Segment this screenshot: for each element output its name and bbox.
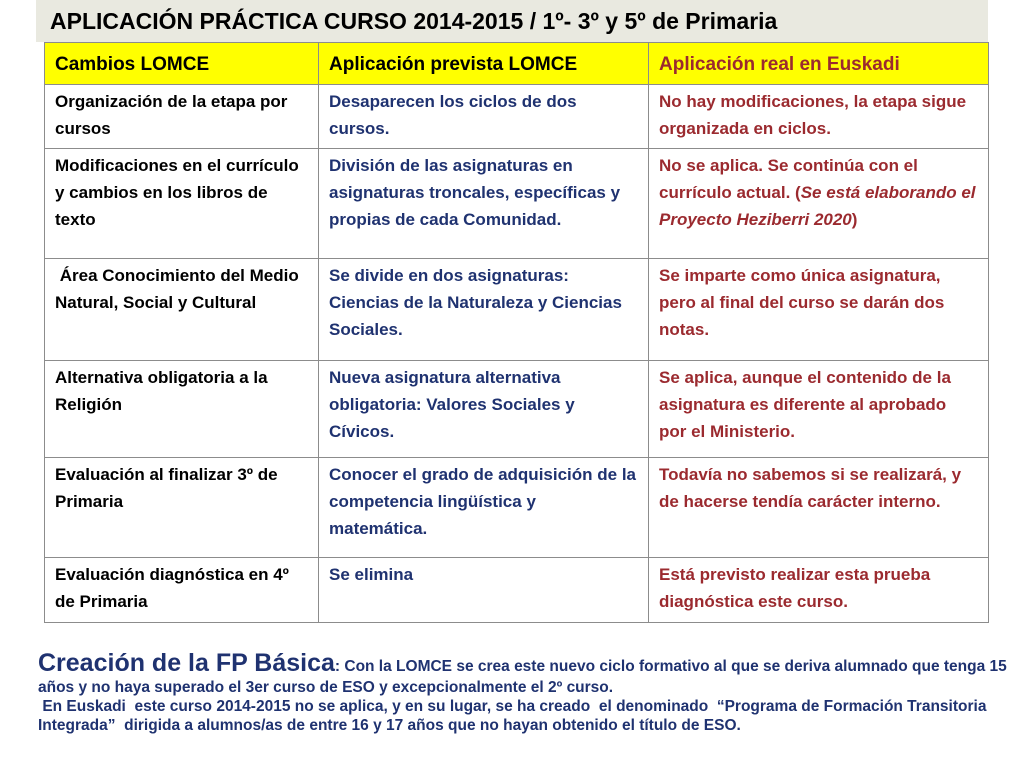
fp-basica-note	[38, 648, 1018, 735]
cell-real	[649, 149, 989, 259]
header-cambios-lomce: Cambios LOMCE	[45, 43, 319, 85]
table-row	[45, 85, 989, 149]
cell-real: Se imparte como única asignatura, pero al final del curso se darán dos notas.	[649, 259, 989, 361]
cell-cambio: Organización de la etapa por cursos	[45, 85, 319, 149]
lomce-comparison-table	[44, 42, 989, 623]
table-header-row	[45, 43, 989, 85]
cell-real-close: )	[851, 210, 858, 229]
cell-prevista: Se divide en dos asignaturas: Ciencias de la Naturaleza y Ciencias Sociales.	[319, 259, 649, 361]
table-row	[45, 558, 989, 623]
cell-cambio: Evaluación diagnóstica en 4º de Primaria	[45, 558, 319, 623]
cell-cambio: Área Conocimiento del Medio Natural, Social y Cultural	[45, 259, 319, 361]
table-row	[45, 149, 989, 259]
table-row	[45, 361, 989, 458]
cell-prevista: Desaparecen los ciclos de dos cursos.	[319, 85, 649, 149]
cell-prevista: Se elimina	[319, 558, 649, 623]
header-aplicacion-real: Aplicación real en Euskadi	[649, 43, 989, 85]
cell-prevista: Nueva asignatura alternativa obligatoria: Valores Sociales y Cívicos.	[319, 361, 649, 458]
table-row	[45, 259, 989, 361]
cell-prevista: División de las asignaturas en asignaturas troncales, específicas y propias de cada Comunidad.	[319, 149, 649, 259]
page-title: APLICACIÓN PRÁCTICA CURSO 2014-2015 / 1º- 3º y 5º de Primaria	[36, 0, 988, 42]
fp-basica-text: : Con la LOMCE se crea este nuevo ciclo formativo al que se deriva alumnado que tenga 15 años y no haya superado el 3er curso de ESO y excepcionalmente el 2º curso.	[38, 658, 1007, 696]
cell-real: No hay modificaciones, la etapa sigue organizada en ciclos.	[649, 85, 989, 149]
table-row	[45, 458, 989, 558]
euskadi-paragraph: En Euskadi este curso 2014-2015 no se aplica, y en su lugar, se ha creado el denominado “Programa de Formación Transitoria Integrada” dirigida a alumnos/as de entre 16 y 17 años que no hayan obtenido el título de ESO.	[38, 698, 991, 734]
cell-real-italic-note: Se está elaborando el Proyecto Heziberri 2020	[659, 183, 976, 229]
cell-real: Todavía no sabemos si se realizará, y de hacerse tendía carácter interno.	[649, 458, 989, 558]
cell-cambio: Modificaciones en el currículo y cambios en los libros de texto	[45, 149, 319, 259]
fp-basica-paragraph	[38, 648, 1018, 697]
cell-real: Está previsto realizar esta prueba diagnóstica este curso.	[649, 558, 989, 623]
cell-cambio: Alternativa obligatoria a la Religión	[45, 361, 319, 458]
cell-cambio: Evaluación al finalizar 3º de Primaria	[45, 458, 319, 558]
fp-basica-heading: Creación de la FP Básica	[38, 649, 335, 677]
cell-real-text: No se aplica. Se continúa con el currículo actual. (	[659, 156, 918, 202]
header-aplicacion-prevista: Aplicación prevista LOMCE	[319, 43, 649, 85]
cell-real: Se aplica, aunque el contenido de la asignatura es diferente al aprobado por el Ministerio.	[649, 361, 989, 458]
cell-prevista: Conocer el grado de adquisición de la competencia lingüística y matemática.	[319, 458, 649, 558]
